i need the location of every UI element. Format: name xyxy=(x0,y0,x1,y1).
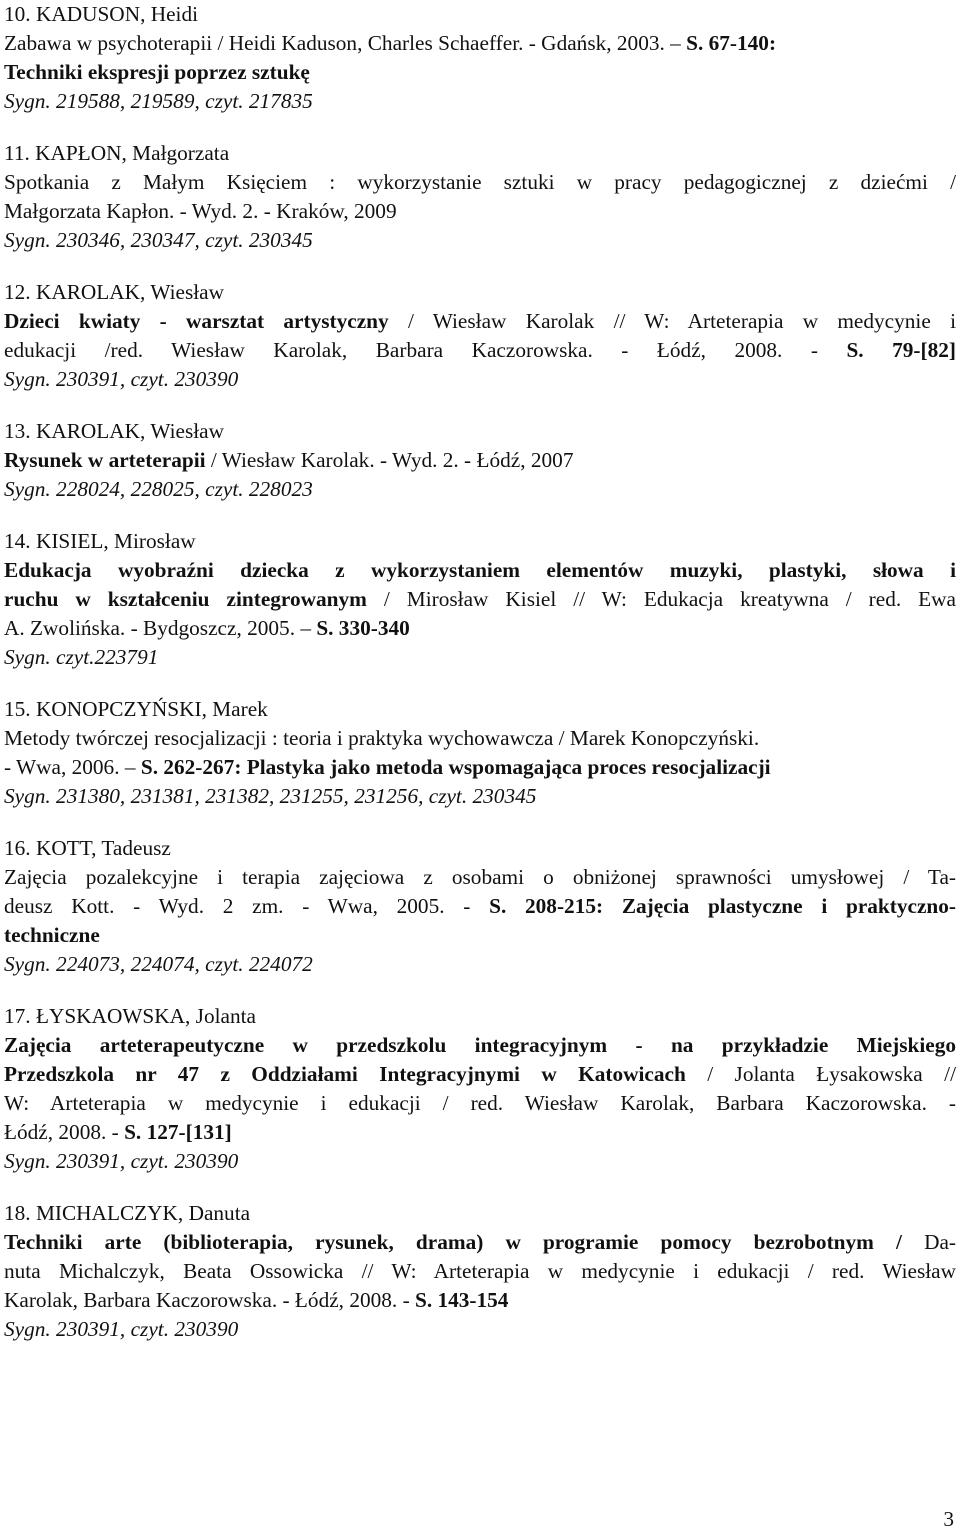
entry-text: 16. KOTT, Tadeusz xyxy=(4,836,171,860)
entry-text: / Wiesław Karolak // W: Arteterapia w medycynie i xyxy=(388,309,957,333)
entry-text: Sygn. 224073, 224074, czyt. 224072 xyxy=(4,952,313,976)
bibliography-entry xyxy=(4,834,956,979)
bibliography-entry xyxy=(4,1199,956,1344)
page-number: 3 xyxy=(943,1507,954,1531)
entry-title-text: S. 79-[82] xyxy=(846,338,956,362)
entry-line xyxy=(4,614,956,643)
entry-text: Sygn. 230391, czyt. 230390 xyxy=(4,367,239,391)
entry-text: 10. KADUSON, Heidi xyxy=(4,2,199,26)
entry-text: A. Zwolińska. - Bydgoszcz, 2005. – xyxy=(4,616,317,640)
entry-line xyxy=(4,892,956,921)
entry-heading xyxy=(4,527,956,556)
entry-title-text: S. 330-340 xyxy=(316,616,410,640)
entry-heading xyxy=(4,139,956,168)
entry-line xyxy=(4,336,956,365)
entry-text: 14. KISIEL, Mirosław xyxy=(4,529,196,553)
entry-text: edukacji /red. Wiesław Karolak, Barbara Kaczorowska. - Łódź, 2008. - xyxy=(4,338,847,362)
entry-text: Da- xyxy=(901,1230,957,1254)
entry-signature xyxy=(4,643,956,672)
entry-title-text: ruchu w kształceniu zintegrowanym xyxy=(4,587,367,611)
entry-line xyxy=(4,1031,956,1060)
entry-title-text: S. 143-154 xyxy=(414,1288,509,1312)
entry-text: Zabawa w psychoterapii / Heidi Kaduson, Charles Schaeffer. - Gdańsk, 2003. – xyxy=(4,31,687,55)
entry-text: W: Arteterapia w medycynie i edukacji / red. Wiesław Karolak, Barbara Kaczorowska. - xyxy=(4,1091,956,1115)
entry-signature xyxy=(4,226,956,255)
entry-title-text: S. 67-140: xyxy=(686,31,777,55)
entry-line xyxy=(4,863,956,892)
entry-line xyxy=(4,1286,956,1315)
entry-text: Sygn. 230346, 230347, czyt. 230345 xyxy=(4,228,313,252)
entry-text: 15. KONOPCZYŃSKI, Marek xyxy=(4,697,268,721)
entry-text: Spotkania z Małym Księciem : wykorzystanie sztuki w pracy pedagogicznej z dziećmi / xyxy=(4,170,956,194)
bibliography-entry xyxy=(4,695,956,811)
entry-text: / Wiesław Karolak. - Wyd. 2. - Łódź, 2007 xyxy=(205,448,574,472)
entry-heading xyxy=(4,1199,956,1228)
entry-text: / Jolanta Łysakowska // xyxy=(685,1062,956,1086)
entry-title-text: Przedszkola nr 47 z Oddziałami Integracyjnymi w Katowicach xyxy=(4,1062,686,1086)
entry-signature xyxy=(4,365,956,394)
entry-heading xyxy=(4,1002,956,1031)
entry-line xyxy=(4,58,956,87)
entry-line xyxy=(4,446,956,475)
entry-text: 12. KAROLAK, Wiesław xyxy=(4,280,224,304)
entry-line xyxy=(4,168,956,197)
entry-title-text: Techniki arte (biblioterapia, rysunek, drama) w programie pomocy bezrobotnym / xyxy=(4,1230,902,1254)
entry-text: Metody twórczej resocjalizacji : teoria i praktyka wychowawcza / Marek Konopczyński. xyxy=(4,726,760,750)
entry-line xyxy=(4,724,956,753)
entry-heading xyxy=(4,278,956,307)
entry-signature xyxy=(4,475,956,504)
entry-signature xyxy=(4,1315,956,1344)
entry-text: Karolak, Barbara Kaczorowska. - Łódź, 2008. - xyxy=(4,1288,415,1312)
entry-heading xyxy=(4,695,956,724)
bibliography-entry xyxy=(4,417,956,504)
entry-text: Łódź, 2008. - xyxy=(4,1120,125,1144)
entry-title-text: techniczne xyxy=(4,923,100,947)
entry-line xyxy=(4,753,956,782)
entry-text: deusz Kott. - Wyd. 2 zm. - Wwa, 2005. - xyxy=(4,894,490,918)
bibliography-entry xyxy=(4,527,956,672)
entry-text: 17. ŁYSKAOWSKA, Jolanta xyxy=(4,1004,256,1028)
entry-title-text: Dzieci kwiaty - warsztat artystyczny xyxy=(4,309,389,333)
entry-text: Sygn. 228024, 228025, czyt. 228023 xyxy=(4,477,313,501)
entry-text: 18. MICHALCZYK, Danuta xyxy=(4,1201,251,1225)
entry-line xyxy=(4,1257,956,1286)
entry-text: 11. KAPŁON, Małgorzata xyxy=(4,141,230,165)
entry-text: / Mirosław Kisiel // W: Edukacja kreatywna / red. Ewa xyxy=(366,587,956,611)
entry-line xyxy=(4,1228,956,1257)
entry-title-text: Techniki ekspresji poprzez sztukę xyxy=(4,60,310,84)
entry-title-text: Zajęcia arteterapeutyczne w przedszkolu integracyjnym - na przykładzie Miejskiego xyxy=(4,1033,956,1057)
entry-line xyxy=(4,29,956,58)
entry-signature xyxy=(4,950,956,979)
entry-text: Sygn. 231380, 231381, 231382, 231255, 231256, czyt. 230345 xyxy=(4,784,537,808)
entry-signature xyxy=(4,782,956,811)
bibliography-entry xyxy=(4,139,956,255)
entry-heading xyxy=(4,834,956,863)
entry-title-text: S. 127-[131] xyxy=(124,1120,232,1144)
entry-text: Sygn. 219588, 219589, czyt. 217835 xyxy=(4,89,313,113)
bibliography-entry xyxy=(4,0,956,116)
entry-heading xyxy=(4,0,956,29)
entry-line xyxy=(4,1060,956,1089)
entry-text: Małgorzata Kapłon. - Wyd. 2. - Kraków, 2009 xyxy=(4,199,397,223)
bibliography-entry xyxy=(4,278,956,394)
entry-text: Zajęcia pozalekcyjne i terapia zajęciowa z osobami o obniżonej sprawności umysłowej / Ta- xyxy=(4,865,956,889)
entry-title-text: S. 208-215: Zajęcia plastyczne i praktyczno- xyxy=(489,894,956,918)
bibliography-entry xyxy=(4,1002,956,1176)
entry-line xyxy=(4,197,956,226)
entry-line xyxy=(4,921,956,950)
entry-signature xyxy=(4,1147,956,1176)
entry-line xyxy=(4,1089,956,1118)
entry-line xyxy=(4,1118,956,1147)
entry-line xyxy=(4,307,956,336)
entry-text: - Wwa, 2006. – xyxy=(4,755,141,779)
entry-text: Sygn. 230391, czyt. 230390 xyxy=(4,1317,239,1341)
entry-heading xyxy=(4,417,956,446)
entry-line xyxy=(4,585,956,614)
bibliography-page xyxy=(4,0,956,1367)
entry-text: 13. KAROLAK, Wiesław xyxy=(4,419,224,443)
entry-line xyxy=(4,556,956,585)
entry-text: nuta Michalczyk, Beata Ossowicka // W: Arteterapia w medycynie i edukacji / red. Wiesław xyxy=(4,1259,956,1283)
entry-title-text: Edukacja wyobraźni dziecka z wykorzystaniem elementów muzyki, plastyki, słowa i xyxy=(4,558,956,582)
entry-text: Sygn. czyt.223791 xyxy=(4,645,159,669)
entry-text: Sygn. 230391, czyt. 230390 xyxy=(4,1149,239,1173)
entry-signature xyxy=(4,87,956,116)
entry-title-text: Rysunek w arteterapii xyxy=(4,448,206,472)
entry-title-text: S. 262-267: Plastyka jako metoda wspomagająca proces resocjalizacji xyxy=(140,755,771,779)
